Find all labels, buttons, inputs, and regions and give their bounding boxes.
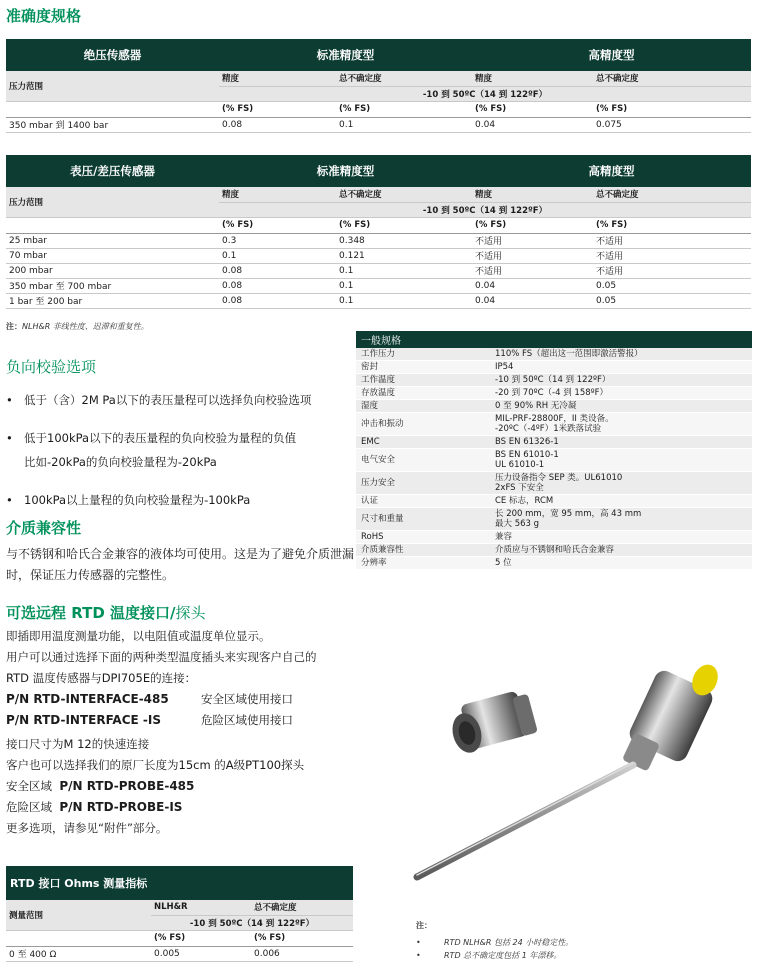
rtd-pn1-desc: 安全区域使用接口 xyxy=(201,692,293,706)
table-row xyxy=(6,946,353,961)
list-item-text: 100kPa以上量程的负向校验量程为-100kPa xyxy=(24,493,251,507)
spec-value: BS EN 61010-1 UL 61010-1 xyxy=(490,449,752,472)
spec-key: 冲击和振动 xyxy=(356,413,490,436)
rtd-table-title: RTD 接口 Ohms 测量指标 xyxy=(6,866,353,900)
nlhr-note xyxy=(6,321,149,332)
gauge-cell: 不适用 xyxy=(593,248,751,263)
general-spec-table xyxy=(356,331,752,570)
rtd-sub-0: NLH&R xyxy=(151,900,251,915)
abs-cell: 0.08 xyxy=(219,117,336,132)
gauge-cell: 0.05 xyxy=(593,278,751,293)
rtd-cell: 0.005 xyxy=(151,946,251,961)
rtd-unit-0: (% FS) xyxy=(151,930,251,946)
rtd-title-main: 可选远程 RTD 温度接口/ xyxy=(6,604,176,622)
general-spec-row xyxy=(356,361,752,374)
spec-key: 尺寸和重量 xyxy=(356,508,490,531)
spec-key: 存放温度 xyxy=(356,387,490,400)
spec-value: 5 位 xyxy=(490,557,752,570)
list-item: • 100kPa以上量程的负向校验量程为-100kPa xyxy=(6,493,251,507)
gauge-header-high: 高精度型 xyxy=(472,155,751,187)
gauge-cell: 0.121 xyxy=(336,248,472,263)
general-spec-row xyxy=(356,374,752,387)
general-spec-row xyxy=(356,544,752,557)
spec-key: 电气安全 xyxy=(356,449,490,472)
gauge-cell: 0.04 xyxy=(472,293,593,308)
abs-unit-2: (% FS) xyxy=(472,101,593,117)
gauge-cell: 0.1 xyxy=(219,248,336,263)
gauge-cell: 不适用 xyxy=(472,263,593,278)
gauge-cell: 不适用 xyxy=(472,233,593,248)
rtd-pn4: P/N RTD-PROBE-IS xyxy=(59,800,183,814)
gauge-cell: 70 mbar xyxy=(6,248,219,263)
gauge-cell: 1 bar 至 200 bar xyxy=(6,293,219,308)
foot-note-text: RTD 总不确定度包括 1 年漂移。 xyxy=(444,951,562,960)
rtd-ohms-table xyxy=(6,866,353,962)
gauge-cell: 不适用 xyxy=(593,263,751,278)
rtd-line1: 即插即用温度测量功能，以电阻值或温度单位显示。 xyxy=(6,629,271,643)
rtd-cell: 0.006 xyxy=(251,946,353,961)
spec-key: 工作温度 xyxy=(356,374,490,387)
rtd-line6: 更多选项，请参见“附件”部分。 xyxy=(6,821,168,835)
rtd-pn2: P/N RTD-INTERFACE -IS xyxy=(6,713,161,727)
table-row xyxy=(6,117,751,132)
abs-header-high: 高精度型 xyxy=(472,39,751,71)
abs-unit-3: (% FS) xyxy=(593,101,751,117)
gauge-cell: 0.348 xyxy=(336,233,472,248)
gauge-header-type: 表压/差压传感器 xyxy=(6,155,219,187)
gauge-cell: 0.3 xyxy=(219,233,336,248)
general-spec-row xyxy=(356,472,752,495)
gauge-cell: 25 mbar xyxy=(6,233,219,248)
spec-key: 认证 xyxy=(356,495,490,508)
abs-unit-1: (% FS) xyxy=(336,101,472,117)
media-compat-title: 介质兼容性 xyxy=(6,519,82,537)
gauge-header-std: 标准精度型 xyxy=(219,155,472,187)
spec-value: MIL-PRF-28800F，II 类设备。 -20ºC（-4ºF）1米跌落试验 xyxy=(490,413,752,436)
negative-cal-list xyxy=(6,388,356,526)
abs-sub-2: 精度 xyxy=(472,71,593,86)
table-row xyxy=(6,293,751,308)
general-spec-row xyxy=(356,531,752,544)
note-label: 注： xyxy=(6,322,22,331)
rtd-sub-1: 总不确定度 xyxy=(251,900,353,915)
spec-key: 密封 xyxy=(356,361,490,374)
gauge-sub-2: 精度 xyxy=(472,187,593,202)
gauge-sub-1: 总不确定度 xyxy=(336,187,472,202)
spec-value: 压力设备指令 SEP 类。UL61010 2xFS 下安全 xyxy=(490,472,752,495)
general-spec-row xyxy=(356,400,752,413)
gauge-cell: 0.05 xyxy=(593,293,751,308)
foot-note-item: • RTD 总不确定度包括 1 年漂移。 xyxy=(416,951,562,960)
rtd-pn2-desc: 危险区域使用接口 xyxy=(201,713,293,727)
list-item: • 低于100kPa以下的表压量程的负向校验为量程的负值 比如-20kPa的负向校验量程为-20kPa xyxy=(6,431,297,469)
list-item-text: 低于100kPa以下的表压量程的负向校验为量程的负值 比如-20kPa的负向校验量程为-20kPa xyxy=(24,431,297,469)
rtd-line3: RTD 温度传感器与DPI705E的连接： xyxy=(6,671,197,685)
general-spec-row xyxy=(356,495,752,508)
abs-header-type: 绝压传感器 xyxy=(6,39,219,71)
accuracy-spec-title: 准确度规格 xyxy=(6,7,82,25)
gauge-unit-2: (% FS) xyxy=(472,217,593,233)
rtd-pn3-row xyxy=(6,776,406,797)
spec-value: BS EN 61326-1 xyxy=(490,436,752,449)
spec-value: -20 到 70ºC（-4 到 158ºF） xyxy=(490,387,752,400)
abs-temp-band: -10 到 50ºC（14 到 122ºF） xyxy=(219,86,751,101)
abs-unit-0: (% FS) xyxy=(219,101,336,117)
media-compat-text: 与不锈钢和哈氏合金兼容的液体均可使用。这是为了避免介质泄漏时，保证压力传感器的完整性。 xyxy=(6,547,355,582)
rtd-probe xyxy=(417,660,723,877)
general-spec-row xyxy=(356,387,752,400)
rtd-title xyxy=(6,602,206,623)
abs-sub-0: 精度 xyxy=(219,71,336,86)
spec-value: -10 到 50ºC（14 到 122ºF） xyxy=(490,374,752,387)
general-spec-row xyxy=(356,413,752,436)
rtd-row-label: 测量范围 xyxy=(6,900,151,930)
gauge-unit-1: (% FS) xyxy=(336,217,472,233)
gauge-row-label: 压力范围 xyxy=(6,187,219,217)
foot-note-item: • RTD NLH&R 包括 24 小时稳定性。 xyxy=(416,938,574,947)
gauge-cell: 200 mbar xyxy=(6,263,219,278)
rtd-pn3: P/N RTD-PROBE-485 xyxy=(59,779,195,793)
rtd-product-image xyxy=(405,655,755,890)
abs-cell: 350 mbar 到 1400 bar xyxy=(6,117,219,132)
general-spec-row xyxy=(356,436,752,449)
gauge-unit-0: (% FS) xyxy=(219,217,336,233)
abs-sub-1: 总不确定度 xyxy=(336,71,472,86)
abs-header-std: 标准精度型 xyxy=(219,39,472,71)
spec-value: 介质应与不锈钢和哈氏合金兼容 xyxy=(490,544,752,557)
gauge-cell: 不适用 xyxy=(472,248,593,263)
spec-key: 湿度 xyxy=(356,400,490,413)
abs-cell: 0.075 xyxy=(593,117,751,132)
abs-cell: 0.1 xyxy=(336,117,472,132)
gauge-cell: 0.1 xyxy=(336,293,472,308)
gauge-temp-band: -10 到 50ºC（14 到 122ºF） xyxy=(219,202,751,217)
gauge-cell: 350 mbar 至 700 mbar xyxy=(6,278,219,293)
gauge-cell: 不适用 xyxy=(593,233,751,248)
gauge-cell: 0.04 xyxy=(472,278,593,293)
rtd-body xyxy=(6,626,406,839)
gauge-cell: 0.08 xyxy=(219,293,336,308)
rtd-unit-1: (% FS) xyxy=(251,930,353,946)
table-row xyxy=(6,278,751,293)
rtd-pn1: P/N RTD-INTERFACE-485 xyxy=(6,692,169,706)
general-spec-row xyxy=(356,557,752,570)
negative-cal-title: 负向校验选项 xyxy=(6,358,97,376)
spec-key: 压力安全 xyxy=(356,472,490,495)
table-row xyxy=(6,248,751,263)
rtd-pn2-row xyxy=(6,710,406,731)
gauge-sensor-table xyxy=(6,155,751,309)
general-spec-row xyxy=(356,449,752,472)
gauge-cell: 0.08 xyxy=(219,278,336,293)
gauge-cell: 0.1 xyxy=(336,278,472,293)
list-item-text: 低于（含）2M Pa以下的表压量程可以选择负向校验选项 xyxy=(24,393,312,407)
abs-sub-3: 总不确定度 xyxy=(593,71,751,86)
rtd-cell: 0 至 400 Ω xyxy=(6,946,151,961)
table-row xyxy=(6,263,751,278)
spec-value: 0 至 90% RH 无冷凝 xyxy=(490,400,752,413)
spec-value: 110% FS（超出这一范围即激活警报） xyxy=(490,348,752,361)
abs-row-label: 压力范围 xyxy=(6,71,219,101)
spec-value: 长 200 mm，宽 95 mm，高 43 mm 最大 563 g xyxy=(490,508,752,531)
gauge-sub-3: 总不确定度 xyxy=(593,187,751,202)
gauge-unit-3: (% FS) xyxy=(593,217,751,233)
gauge-cell: 0.1 xyxy=(336,263,472,278)
spec-key: 介质兼容性 xyxy=(356,544,490,557)
spec-key: 工作压力 xyxy=(356,348,490,361)
rtd-foot-notes xyxy=(416,920,573,962)
foot-note-text: RTD NLH&R 包括 24 小时稳定性。 xyxy=(444,938,574,947)
rtd-interface-connector xyxy=(448,691,538,756)
general-spec-row xyxy=(356,508,752,531)
abs-sensor-table xyxy=(6,39,751,133)
spec-key: EMC xyxy=(356,436,490,449)
note-text: NLH&R 非线性度、迟滞和重复性。 xyxy=(22,322,149,331)
rtd-line2: 用户可以通过选择下面的两种类型温度插头来实现客户自己的 xyxy=(6,650,317,664)
spec-value: IP54 xyxy=(490,361,752,374)
foot-note-label: 注： xyxy=(416,921,432,930)
spec-value: 兼容 xyxy=(490,531,752,544)
list-item: • 低于（含）2M Pa以下的表压量程可以选择负向校验选项 xyxy=(6,393,312,407)
rtd-pn1-row xyxy=(6,689,406,710)
haz-area-label: 危险区域 xyxy=(6,800,52,814)
gauge-cell: 0.08 xyxy=(219,263,336,278)
spec-key: RoHS xyxy=(356,531,490,544)
spec-value: CE 标志，RCM xyxy=(490,495,752,508)
rtd-pn4-row xyxy=(6,797,406,818)
general-spec-title: 一般规格 xyxy=(356,331,752,348)
rtd-line4: 接口尺寸为M 12的快速连接 xyxy=(6,737,150,751)
rtd-temp-band: -10 到 50ºC（14 到 122ºF） xyxy=(151,915,353,930)
rtd-line5: 客户也可以选择我们的原厂长度为15cm 的A级PT100探头 xyxy=(6,758,305,772)
gauge-sub-0: 精度 xyxy=(219,187,336,202)
rtd-title-tail: 探头 xyxy=(175,604,206,622)
safe-area-label: 安全区域 xyxy=(6,779,52,793)
general-spec-row xyxy=(356,348,752,361)
spec-key: 分辨率 xyxy=(356,557,490,570)
abs-cell: 0.04 xyxy=(472,117,593,132)
table-row xyxy=(6,233,751,248)
